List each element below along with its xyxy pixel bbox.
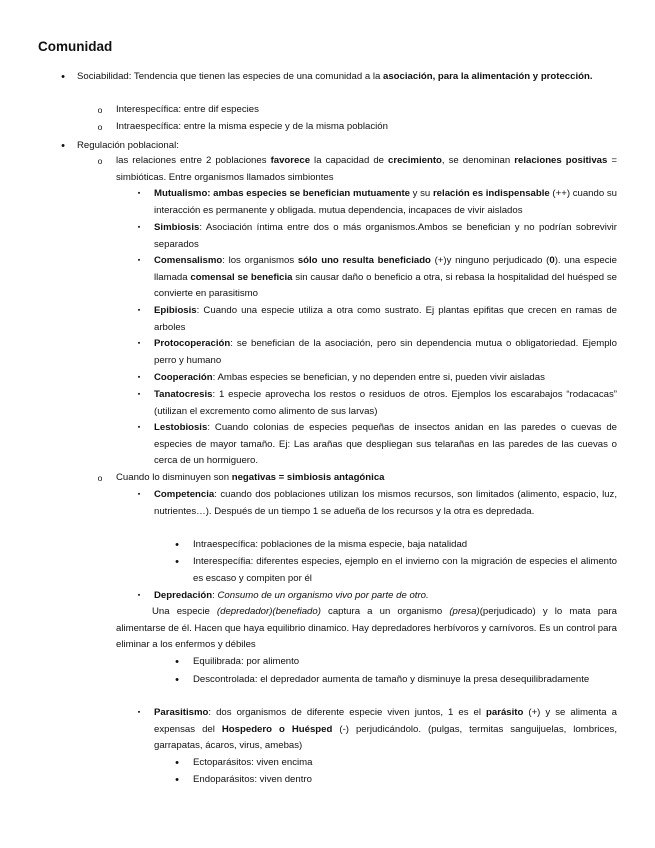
list-item-protocoperacion [154,336,617,369]
text-segment: Protocoperación [154,338,231,349]
text-segment: : [212,590,218,601]
text-segment: Tanatocresis [154,389,213,400]
text-segment: Hospedero o Huésped [221,723,333,735]
text-segment: Consumo de un organismo vivo por parte de otro. [217,590,429,601]
text-segment: Endoparásitos: viven dentro [193,774,312,785]
bullet-icon: • [61,71,65,83]
text-segment: Depredación [154,590,213,601]
text-segment: Comensalismo [154,255,223,266]
list-item-endoparasitos [193,772,617,789]
text-segment: (++) cuando su interacción es permanente y obligada. mutua dependencia, incapaces de vivir aislados [154,188,617,216]
text-segment: Cuando lo disminuyen son [116,472,232,483]
list-item-descontrolada [193,672,617,689]
bullet-icon: o [97,122,103,132]
bullet-icon: ▪ [137,592,141,599]
text-segment: negativas = simbiosis antagónica [231,472,385,483]
bullet-icon: ▪ [137,391,141,398]
text-segment: = simbióticas. Entre organismos llamados simbiontes [116,155,617,183]
bullet-icon: o [97,473,103,483]
page-title: Comunidad [38,39,113,54]
text-segment: Intraespecífica: entre la misma especie y de la misma población [116,121,388,132]
text-segment: , se denominan [441,155,515,166]
text-segment: : los organismos [222,255,298,266]
text-segment: Interespecífia: diferentes especies, ejemplo en el invierno con la migración de especies el alimento es escaso y compiten por él [193,556,617,584]
list-item-simbiosis [154,220,617,253]
list-item-comp-intra [193,537,617,554]
text-segment: Simbiosis [154,222,200,233]
bullet-icon: ▪ [137,709,141,716]
text-segment: (perjudicado) y lo mata para alimentarse de él. Hacen que haya equilibrio dinamico. Hay depredadores herbívoros y carnívoros. Es un control para eliminar a los enfermos y débiles [116,606,617,651]
list-item-comensalismo [154,253,617,303]
text-segment: y su [409,188,433,199]
list-item-interespecifica [116,102,617,119]
list-item-competencia [154,487,617,520]
text-segment: (-) perjudicándolo. (pulgas, termitas sanguijuelas, lombrices, garrapatas, ácaros, virus, amebas) [154,723,617,752]
text-segment: : 1 especie aprovecha los restos o residuos de otros. Ejemplos los escarabajos “rodacacas” (utilizan el excremento como alimento de sus larvas) [154,389,617,417]
text-segment: Regulación poblacional: [77,140,179,151]
text-segment: Competencia [154,489,215,500]
bullet-icon: ▪ [137,257,141,264]
bullet-icon: • [175,556,179,568]
text-segment: : Cuando una especie utiliza a otra como sustrato. Ej plantas epifitas que crecen en ramas de arboles [154,305,617,333]
list-item-mutualismo [154,186,617,219]
text-segment: : Asociación íntima entre dos o más organismos.Ambos se benefician y no podrían sobrevivir separados [154,222,617,250]
text-segment: (+)y ninguno perjudicado ( [430,255,550,266]
text-segment: Interespecífica: entre dif especies [116,104,259,115]
bullet-icon: ▪ [137,224,141,231]
text-segment: relación es indispensable [432,188,550,199]
text-segment: Sociabilidad: Tendencia que tienen las especies de una comunidad a la [77,71,383,82]
text-segment: asociación, para la alimentación y protección. [382,71,593,82]
list-item-depredacion [154,588,617,605]
bullet-icon: • [175,757,179,769]
bullet-icon: • [175,774,179,786]
text-segment: sólo uno resulta beneficiado [297,255,431,266]
text-segment: Ectoparásitos: viven encima [193,757,313,768]
list-item-lestobiosis [154,420,617,470]
text-segment: Descontrolada: el depredador aumenta de tamaño y disminuye la presa desequilibradamente [193,674,590,685]
text-segment: Intraespecífica: poblaciones de la misma especie, baja natalidad [193,539,468,550]
text-segment: ). una especie llamada [154,255,618,283]
list-item-relaciones-positivas [116,153,617,186]
text-segment: crecimiento [388,155,442,166]
text-segment: 0 [549,255,555,266]
text-segment: : se benefician de la asociación, pero sin dependencia mutua o obligatoriedad. Ejemplo perro y humano [154,338,617,366]
bullet-icon: • [61,140,65,152]
bullet-icon: ▪ [137,374,141,381]
text-segment: : dos organismos de diferente especie viven juntos, 1 es el [208,707,487,718]
bullet-icon: ▪ [137,307,141,314]
text-segment: (depredador)(benefiado) [216,606,321,617]
text-segment: las relaciones entre 2 poblaciones [116,155,271,166]
text-segment: Una especie [152,606,217,617]
list-item-equilibrada [193,654,617,671]
list-item-depredacion-texto [116,604,617,654]
text-segment: Mutualismo: ambas especies se benefician mutuamente [154,188,410,199]
list-item-comp-inter [193,554,617,587]
text-segment: (+) y se alimenta a expensas del [154,707,617,735]
bullet-icon: o [97,156,103,166]
text-segment: Parasitismo [154,707,209,718]
bullet-icon: o [97,105,103,115]
list-item-parasitismo [154,705,617,755]
text-segment: (presa) [449,606,480,617]
text-segment: : cuando dos poblaciones utilizan los mismos recursos, son limitados (alimento, espacio, luz, nutrientes…). Después de un tiempo 1 se adueña de los recursos y la otra es depredada. [154,489,617,517]
list-item-intraespecifica [116,119,617,136]
bullet-icon: ▪ [137,340,141,347]
list-item-epibiosis [154,303,617,336]
bullet-icon: ▪ [137,424,141,431]
list-item-cooperacion [154,370,617,387]
list-item-sociabilidad [77,69,617,86]
text-segment: relaciones positivas [514,155,608,166]
text-segment: : Cuando colonias de especies pequeñas de insectos anidan en las paredes o cuevas de especies de mayor tamaño. Ej: Las arañas que despliegan sus telarañas en las paredes de las cuevas o cerca de un hormiguero. [154,422,617,467]
text-segment: sin causar daño o beneficio a otra, si rebasa la hospitalidad del huésped se convierte en parasitismo [154,271,617,300]
text-segment: comensal se beneficia [190,271,293,283]
list-item-negativas [116,470,617,487]
text-segment: Cooperación [154,372,213,383]
text-segment: : Ambas especies se benefician, y no dependen entre si, pueden vivir aisladas [212,372,545,383]
text-segment: Lestobiosis [154,422,208,433]
text-segment: Epibiosis [154,305,197,316]
bullet-icon: • [175,674,179,686]
text-segment: Equilibrada: por alimento [193,656,300,667]
text-segment: parásito [486,707,524,718]
bullet-icon: ▪ [137,190,141,197]
bullet-icon: • [175,539,179,551]
text-segment: favorece [270,155,311,166]
text-segment: la capacidad de [310,155,389,166]
bullet-icon: • [175,656,179,668]
list-item-tanatocresis [154,387,617,420]
text-segment: captura a un organismo [320,606,450,617]
list-item-ectoparasitos [193,755,617,772]
bullet-icon: ▪ [137,491,141,498]
